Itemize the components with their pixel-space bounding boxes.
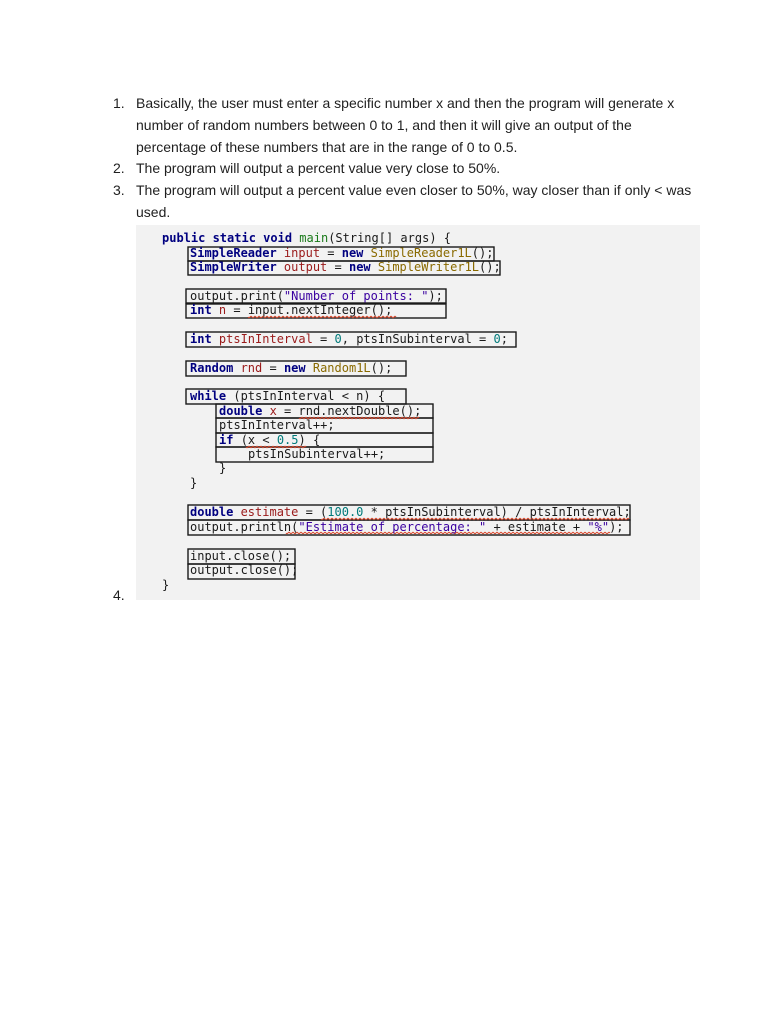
code-line: } [190,476,198,490]
code-screenshot [136,225,700,600]
list-number: 3. [113,182,125,198]
code-line: double x = rnd.nextDouble(); [219,404,422,418]
code-line: output.print("Number of points: "); [190,289,443,303]
code-line: while (ptsInInterval < n) { [190,389,386,403]
code-line: ptsInSubinterval++; [248,447,386,461]
list-text: Basically, the user must enter a specific number x and then the program will generate x number of random numbers between 0 to 1, and then it will give an output of the percentage of these numbers that are in the range of 0 to 0.5. [136,95,675,155]
code-line: Random rnd = new Random1L(); [190,361,393,375]
list-text: The program will output a percent value even closer to 50%, way closer than if only < was used. [136,182,692,220]
code-figure [136,225,700,600]
list-text: The program will output a percent value very close to 50%. [136,160,501,176]
code-lines [162,231,631,592]
code-line: int ptsInInterval = 0, ptsInSubinterval = 0; [190,332,508,346]
code-line: output.close(); [190,563,299,577]
code-line: int n = input.nextInteger(); [190,303,393,317]
code-line: output.println("Estimate of percentage: " + estimate + "%"); [190,520,624,534]
code-line: double estimate = (100.0 * ptsInSubinterval) / ptsInInterval; [190,505,631,519]
code-line: input.close(); [190,549,292,563]
list-number: 1. [113,95,125,111]
code-line: ptsInInterval++; [219,418,335,432]
code-line: SimpleReader input = new SimpleReader1L(); [190,246,494,260]
list-number: 2. [113,160,125,176]
code-line: } [162,578,170,592]
code-line: public static void main(String[] args) { [162,231,452,245]
code-line: } [219,461,227,475]
code-line: SimpleWriter output = new SimpleWriter1L(); [190,260,501,274]
list-number: 4. [113,587,125,603]
code-line: if (x < 0.5) { [219,433,321,447]
